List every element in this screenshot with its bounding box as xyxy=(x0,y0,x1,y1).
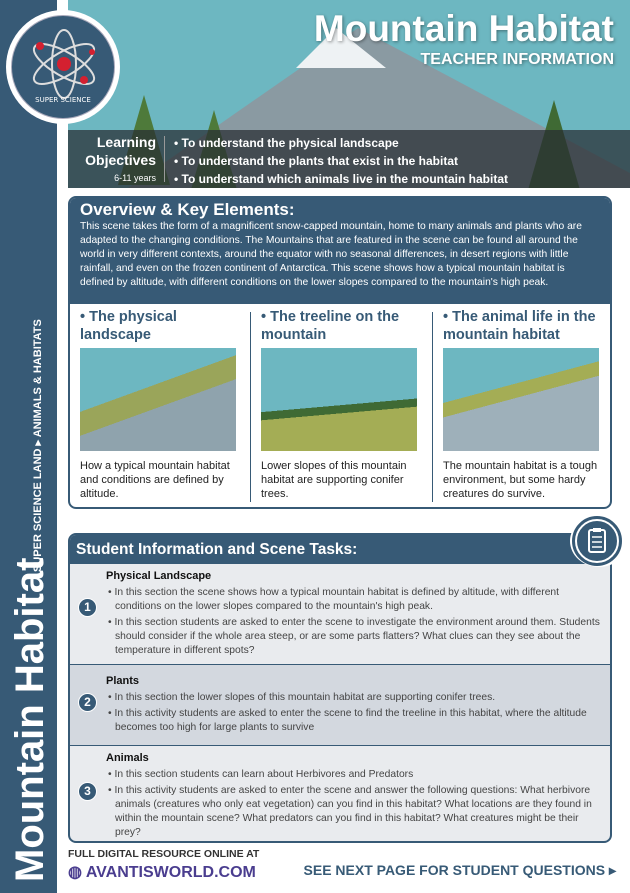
clipboard-icon xyxy=(577,521,617,561)
column-caption: Lower slopes of this mountain habitat are supporting conifer trees. xyxy=(261,460,407,500)
objective-item: • To understand which animals live in the mountain habitat xyxy=(174,172,509,186)
overview-column xyxy=(80,308,246,501)
task-row xyxy=(70,746,610,843)
task-number: 2 xyxy=(78,693,97,712)
sidebar-title: Mountain Habitat xyxy=(8,557,52,882)
task-number: 1 xyxy=(78,598,97,617)
breadcrumb-item: ANIMALS & HABITATS xyxy=(32,319,44,438)
clipboard-badge xyxy=(570,515,628,567)
student-tasks-panel xyxy=(68,533,612,843)
task-title: Plants xyxy=(106,675,140,687)
objectives-label xyxy=(68,133,156,187)
objective-item: • To understand the plants that exist in the habitat xyxy=(174,154,458,168)
task-title: Animals xyxy=(106,752,149,764)
column-heading: • The treeline on the mountain xyxy=(261,309,400,343)
sidebar xyxy=(0,0,57,893)
task-number: 3 xyxy=(78,782,97,801)
column-heading: • The physical landscape xyxy=(80,309,177,343)
page-title: Mountain Habitat xyxy=(313,8,614,49)
objectives-list xyxy=(174,134,508,188)
objectives-label-line: Objectives xyxy=(85,152,156,168)
website-link[interactable] xyxy=(68,862,256,882)
treeline-image xyxy=(261,348,417,451)
task-bullet: • In this activity students are asked to enter the scene and answer the following questions: What herbivore animals (creatures who only eat vegetation) can you find in this habitat? What locations are they found in within the mountain scene? What predators can you find in this habitat? What creatures might be their prey? xyxy=(108,785,592,838)
divider xyxy=(164,136,165,182)
column-caption: The mountain habitat is a tough environment, but some hardy creatures do survive. xyxy=(443,460,598,500)
online-label: FULL DIGITAL RESOURCE ONLINE AT xyxy=(68,848,260,860)
atom-icon xyxy=(12,16,116,120)
overview-panel xyxy=(68,196,612,509)
hero-image xyxy=(68,0,630,188)
animal-life-image xyxy=(443,348,599,451)
overview-column xyxy=(261,308,427,501)
globe-icon: ◍ xyxy=(68,864,86,881)
task-title: Physical Landscape xyxy=(106,570,212,582)
column-heading: • The animal life in the mountain habitat xyxy=(443,309,596,343)
next-page-link[interactable]: SEE NEXT PAGE FOR STUDENT QUESTIONS ▸ xyxy=(303,862,616,878)
page-subtitle: TEACHER INFORMATION xyxy=(420,51,614,68)
task-row xyxy=(70,564,610,665)
task-bullet: • In this section students are asked to enter the scene to investigate the environment around them. Students should consider if the whole area steep, or are some parts flatters? What clues can they see about the temperature in different spots? xyxy=(108,617,600,656)
column-caption: How a typical mountain habitat and conditions are defined by altitude. xyxy=(80,460,230,500)
divider xyxy=(250,312,251,502)
objective-item: • To understand the physical landscape xyxy=(174,136,399,150)
task-bullet: • In this section students can learn about Herbivores and Predators xyxy=(108,769,414,780)
logo-text: SUPER SCIENCE xyxy=(35,96,91,104)
overview-title: Overview & Key Elements: xyxy=(80,200,295,219)
age-range: 6-11 years xyxy=(114,173,156,183)
overview-column xyxy=(443,308,609,501)
objectives-label-line: Learning xyxy=(96,134,156,150)
overview-body: This scene takes the form of a magnificent snow-capped mountain, home to many animals and plants who are adapted to the changing conditions. The Mountains that are featured in the scene can be found all around the world in very different contexts, around the equator with no seasonal differences, in desert regions with little rainfall, and even on the frozen continent of Antarctica. This scene shows how a typical mountain habitat is defined by altitude, with different conditions on the lower slopes compared to the mountain's high peak. xyxy=(80,221,582,288)
sidebar-breadcrumb: SUPER SCIENCE LAND ▸ ANIMALS & HABITATS xyxy=(32,319,44,572)
learning-objectives xyxy=(68,130,630,188)
task-bullet: • In this activity students are asked to enter the scene to find the treeline in this habitat, where the altitude becomes too high for large plants to survive xyxy=(108,708,587,733)
task-row xyxy=(70,665,610,746)
task-bullet: • In this section the lower slopes of this mountain habitat are supporting conifer trees. xyxy=(108,692,496,703)
landscape-image xyxy=(80,348,236,451)
website-text: AVANTISWORLD.COM xyxy=(85,864,256,881)
super-science-logo xyxy=(6,10,120,124)
tasks-title: Student Information and Scene Tasks: xyxy=(70,535,610,564)
breadcrumb-item: SUPER SCIENCE LAND xyxy=(32,448,44,572)
divider xyxy=(432,312,433,502)
task-bullet: • In this section the scene shows how a typical mountain habitat is defined by altitude, with different conditions on the lower slopes compared to the mountain's high peak. xyxy=(108,587,560,612)
